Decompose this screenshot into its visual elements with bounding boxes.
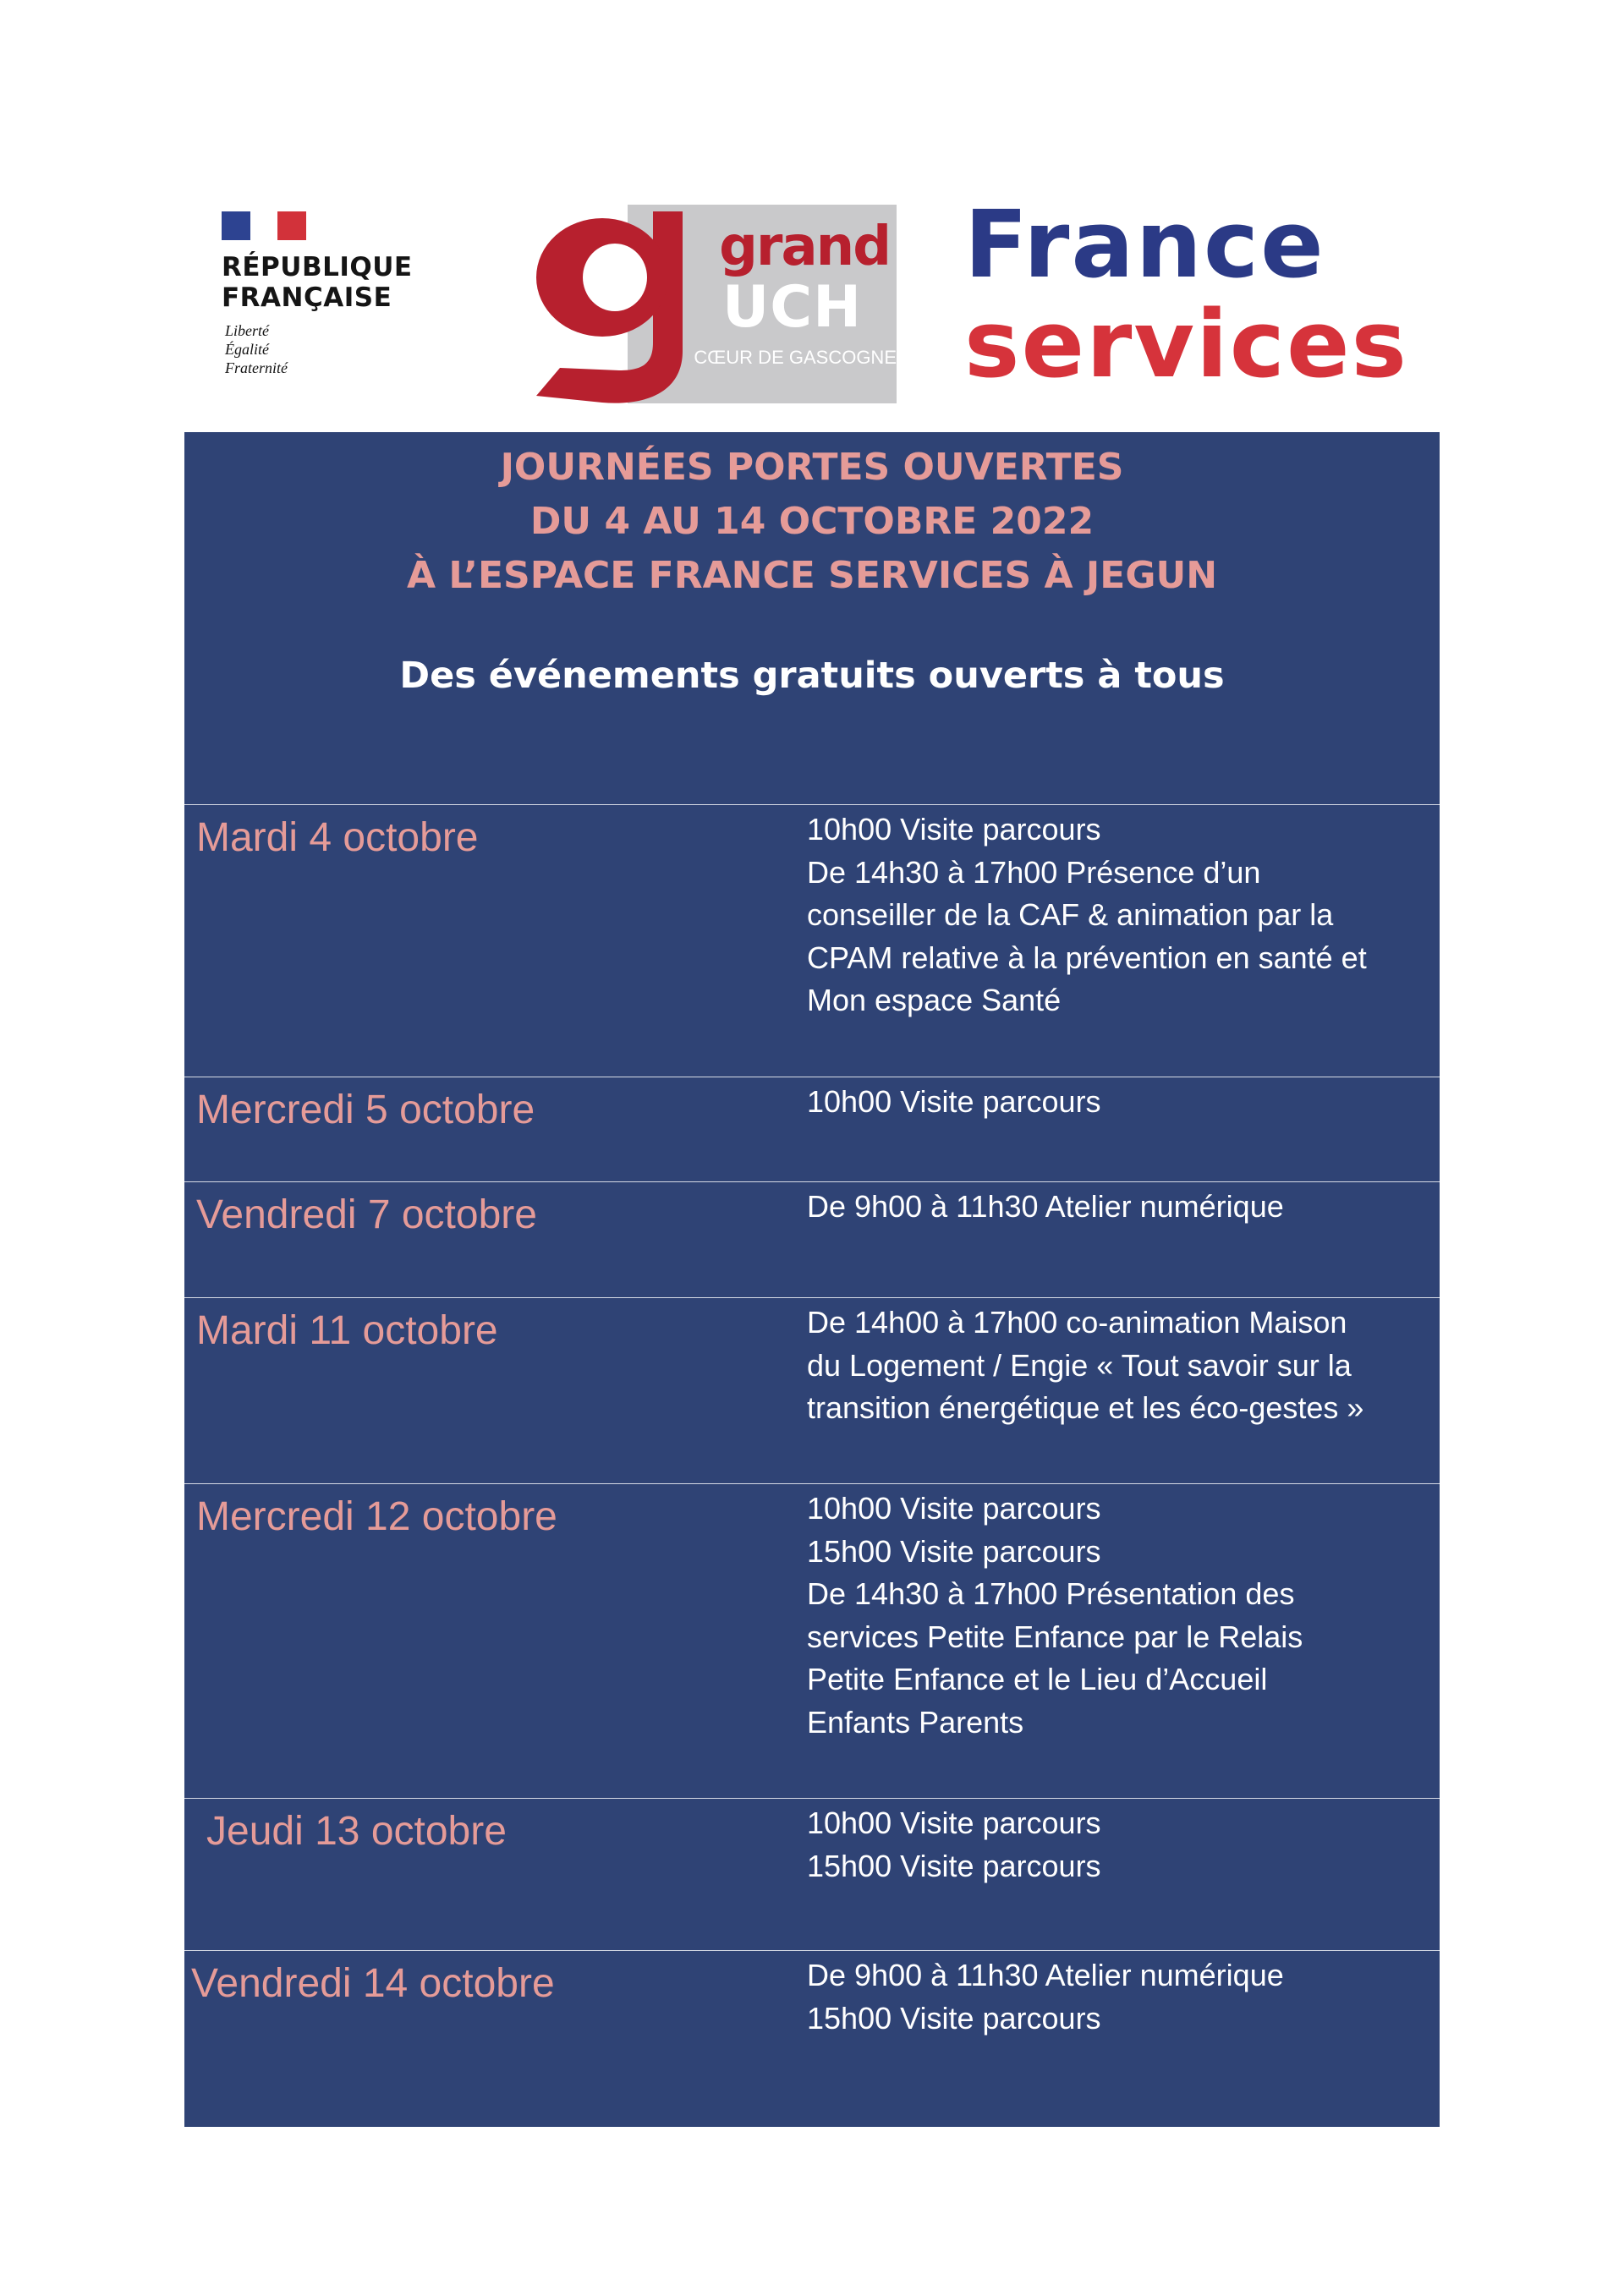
grand-auch-logo bbox=[526, 203, 898, 406]
grand-auch-subtitle: CŒUR DE GASCOGNE bbox=[694, 347, 897, 368]
grand-auch-grand-text: grand bbox=[719, 216, 890, 278]
france-services-logo bbox=[964, 190, 1409, 398]
schedule-event: Petite Enfance et le Lieu d’Accueil bbox=[807, 1662, 1268, 1696]
event-title bbox=[184, 441, 1440, 603]
schedule-event: 15h00 Visite parcours bbox=[807, 1848, 1101, 1883]
schedule-event: 10h00 Visite parcours bbox=[807, 812, 1101, 847]
schedule-event: conseiller de la CAF & animation par la bbox=[807, 897, 1334, 932]
schedule-row bbox=[184, 1483, 1440, 1799]
schedule-event: De 9h00 à 11h30 Atelier numérique bbox=[807, 1958, 1284, 1992]
schedule-events bbox=[807, 808, 1433, 1022]
schedule-event: du Logement / Engie « Tout savoir sur la bbox=[807, 1347, 1352, 1383]
event-subtitle: Des événements gratuits ouverts à tous bbox=[399, 655, 1225, 697]
schedule-event: services Petite Enfance par le Relais bbox=[807, 1619, 1303, 1654]
event-title-line3: À L’ESPACE FRANCE SERVICES À JEGUN bbox=[406, 554, 1218, 597]
schedule-event: 10h00 Visite parcours bbox=[807, 1084, 1101, 1119]
schedule-day: Mercredi 12 octobre bbox=[196, 1494, 557, 1539]
schedule-events bbox=[807, 1488, 1433, 1744]
rf-motto-egalite: Égalité bbox=[225, 341, 269, 358]
grand-auch-g-icon bbox=[526, 203, 687, 406]
schedule-day: Jeudi 13 octobre bbox=[206, 1809, 507, 1854]
schedule-row bbox=[184, 1297, 1440, 1484]
schedule-events bbox=[807, 1954, 1433, 2040]
event-title-line2: DU 4 AU 14 OCTOBRE 2022 bbox=[529, 500, 1095, 543]
event-panel bbox=[184, 432, 1440, 2127]
schedule-row bbox=[184, 1798, 1440, 1951]
schedule-event: De 14h00 à 17h00 co-animation Maison bbox=[807, 1305, 1347, 1340]
schedule-event: De 14h30 à 17h00 Présentation des bbox=[807, 1576, 1295, 1611]
schedule-event: Enfants Parents bbox=[807, 1704, 1024, 1740]
schedule-events bbox=[807, 1186, 1433, 1229]
schedule-day: Mardi 4 octobre bbox=[196, 815, 479, 860]
schedule-events bbox=[807, 1802, 1433, 1888]
france-services-line1: France bbox=[964, 190, 1325, 299]
schedule-event: De 14h30 à 17h00 Présence d’un bbox=[807, 854, 1261, 890]
republique-francaise-logo bbox=[222, 211, 442, 397]
rf-motto-liberte: Liberté bbox=[225, 322, 269, 339]
rf-motto-fraternite: Fraternité bbox=[225, 359, 288, 376]
rf-motto bbox=[222, 321, 442, 377]
rf-name-line1: RÉPUBLIQUE bbox=[222, 252, 413, 282]
rf-name-line2: FRANÇAISE bbox=[222, 282, 392, 313]
schedule-event: 10h00 Visite parcours bbox=[807, 1806, 1101, 1840]
schedule-event: 15h00 Visite parcours bbox=[807, 2000, 1101, 2036]
schedule-day: Mercredi 5 octobre bbox=[196, 1088, 535, 1132]
event-title-line1: JOURNÉES PORTES OUVERTES bbox=[500, 446, 1124, 489]
schedule-event: De 9h00 à 11h30 Atelier numérique bbox=[807, 1189, 1284, 1224]
schedule-row bbox=[184, 1077, 1440, 1182]
schedule-event: CPAM relative à la prévention en santé et bbox=[807, 940, 1367, 975]
schedule-events bbox=[807, 1301, 1433, 1430]
schedule-row bbox=[184, 804, 1440, 1077]
schedule-day: Vendredi 14 octobre bbox=[191, 1961, 555, 2006]
schedule-event: Mon espace Santé bbox=[807, 983, 1062, 1017]
grand-auch-uch-text: UCH bbox=[722, 274, 863, 341]
schedule-day: Vendredi 7 octobre bbox=[196, 1192, 537, 1237]
schedule-event: 15h00 Visite parcours bbox=[807, 1533, 1101, 1569]
marianne-flag-icon bbox=[222, 211, 306, 240]
schedule-row bbox=[184, 1181, 1440, 1298]
schedule-row bbox=[184, 1950, 1440, 2120]
schedule-events bbox=[807, 1081, 1433, 1124]
france-services-line2: services bbox=[964, 290, 1409, 398]
schedule-event: 10h00 Visite parcours bbox=[807, 1491, 1101, 1526]
schedule-event: transition énergétique et les éco-gestes » bbox=[807, 1390, 1364, 1425]
schedule-day: Mardi 11 octobre bbox=[196, 1308, 498, 1353]
